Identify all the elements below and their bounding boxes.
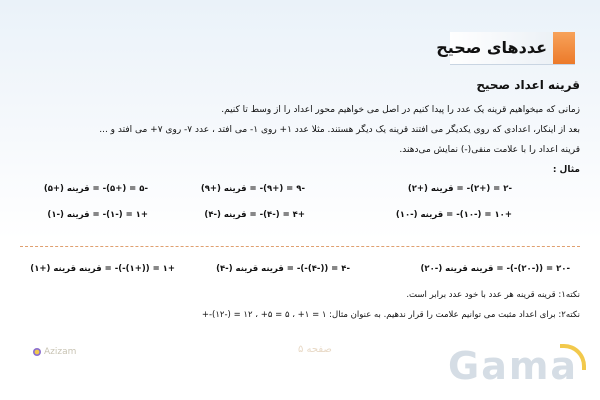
paragraph-1: زمانی که میخواهیم قرینه یک عدد را پیدا کنیم در اصل می خواهیم محور اعداد را از وسط تا کنیم. xyxy=(221,105,580,115)
logo-icon xyxy=(33,348,41,356)
example-cell: -۲۰ = ((-۲۰)-)- = قرینه قرینه (-۲۰) xyxy=(420,264,570,274)
dashed-divider xyxy=(20,246,580,247)
page-title: عددهای صحیح xyxy=(436,38,547,57)
note-1: نکته۱: قرینه قرینه هر عدد با خود عدد برابر است. xyxy=(406,290,580,300)
examples-label: مثال : xyxy=(552,165,580,175)
section-subtitle: قرینه اعداد صحیح xyxy=(476,78,580,92)
example-cell: +۱۰ = (-۱۰)- = قرینه (-۱۰) xyxy=(395,210,512,220)
footer-logo-text: Azizam xyxy=(44,347,77,357)
title-bar xyxy=(436,32,575,65)
example-cell: -۲ = (+۲)- = قرینه (+۲) xyxy=(407,184,512,194)
page-number: صفحه ۵ xyxy=(298,344,332,355)
note-2: نکته۲: برای اعداد مثبت می توانیم علامت را قرار ندهیم. به عنوان مثال: ۱ = ۱+ ، ۵ = ۵+ ، ۱۲ = (-۱۲)-+ xyxy=(201,310,580,320)
example-cell: -۵ = (+۵)- = قرینه (+۵) xyxy=(43,184,148,194)
example-cell: -۹ = (+۹)- = قرینه (+۹) xyxy=(200,184,305,194)
title-accent-block xyxy=(553,32,575,64)
footer-logo xyxy=(33,347,76,357)
paragraph-2: بعد از اینکار، اعدادی که روی یکدیگر می افتند قرینه یک دیگر هستند. مثلا عدد ۱+ روی ۱- می افتد ، عدد ۷- روی ۷+ می افتد و ... xyxy=(99,125,580,135)
brand-arc-icon xyxy=(560,344,586,370)
brand-watermark: Gama xyxy=(448,344,579,388)
example-cell: +۴ = (-۴)- = قرینه (-۴) xyxy=(204,210,305,220)
paragraph-3: قرینه اعداد را با علامت منفی(-) نمایش می‌دهند. xyxy=(399,145,580,155)
example-cell: -۴ = ((-۴)-)- = قرینه قرینه (-۴) xyxy=(216,264,350,274)
example-cell: +۱ = ((+۱)-)- = قرینه قرینه (+۱) xyxy=(30,264,175,274)
example-cell: +۱ = (-۱)- = قرینه (-۱) xyxy=(47,210,148,220)
